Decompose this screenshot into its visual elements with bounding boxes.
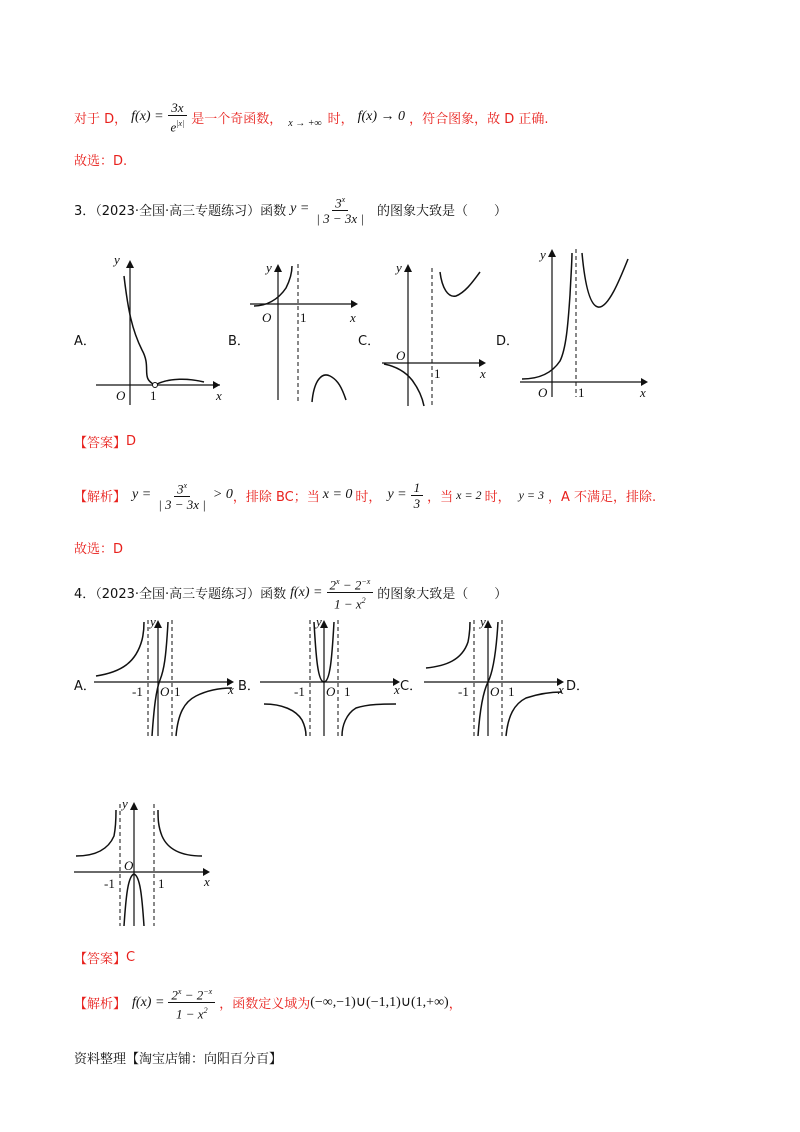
- axis-x-label: x: [216, 388, 222, 403]
- q4-option-d-label: D．: [566, 679, 590, 694]
- axis-y-label: y: [480, 614, 486, 629]
- q3-a-text1: ，排除 BC；当: [232, 489, 320, 505]
- q4-option-a-label: A．: [74, 679, 96, 694]
- prev-solution-text2: 时，: [327, 111, 354, 127]
- q3-a-x2: x = 2: [456, 487, 482, 502]
- q4-option-b-label: B．: [238, 679, 260, 694]
- q3-graph-c: [380, 258, 500, 408]
- q3-analysis-line: [74, 478, 656, 512]
- q4-graph-b: [258, 614, 408, 738]
- tick-label-neg1: -1: [104, 876, 115, 891]
- q4-formula-lhs: f(x) =: [290, 584, 323, 600]
- q4-answer-label: 【答案】: [74, 952, 127, 967]
- axis-x-label: x: [558, 682, 564, 697]
- q4-a-formula-fraction: $\frac{2^x - 2^{-x}}{1 - x^2}$: [168, 984, 215, 1022]
- axis-y-label: y: [540, 247, 546, 262]
- origin-label: O: [116, 388, 126, 403]
- origin-label: O: [538, 385, 548, 400]
- q3-formula-fraction: $\frac{3^x}{| 3 - 3x |}$: [313, 192, 367, 226]
- q4-a-end: ，: [448, 997, 462, 1013]
- q4-a-text1: ，函数定义域为: [219, 997, 311, 1013]
- q3-a-text3: ，当: [427, 489, 454, 505]
- tick-label-1: 1: [434, 366, 441, 381]
- q3-analysis-label: 【解析】: [74, 489, 127, 505]
- q3-option-a-label: A．: [74, 334, 96, 349]
- prev-solution-text3: ，符合图象，故 D 正确.: [409, 111, 549, 127]
- q4-option-c-label: C．: [400, 679, 423, 694]
- tick-label-neg1: -1: [294, 684, 305, 699]
- prev-choice: 故选：D.: [74, 154, 128, 169]
- axis-y-label: y: [266, 260, 272, 275]
- tick-label-1: 1: [344, 684, 351, 699]
- prev-formula-lhs: f(x) =: [131, 109, 164, 125]
- q3-answer-line: [74, 432, 136, 451]
- tick-label-1: 1: [150, 388, 157, 403]
- q4-a-domain: (−∞,−1)∪(−1,1)∪(1,+∞): [310, 995, 449, 1011]
- prev-limit: x → +∞: [288, 117, 322, 129]
- axis-y-label: y: [316, 614, 322, 629]
- q3-a-y: y =: [387, 487, 407, 503]
- axis-x-label: x: [480, 366, 486, 381]
- origin-label: O: [396, 348, 406, 363]
- q3-stem: [74, 192, 507, 226]
- axis-x-label: x: [640, 385, 646, 400]
- q4-answer-value: C: [126, 950, 136, 965]
- tick-label-1: 1: [578, 385, 585, 400]
- tick-label-1: 1: [158, 876, 165, 891]
- q4-a-formula-lhs: f(x) =: [132, 994, 165, 1010]
- q3-option-c-label: C．: [358, 334, 381, 349]
- q3-graph-a: [92, 250, 232, 410]
- origin-label: O: [124, 858, 134, 873]
- prev-formula-fraction: $\frac{3x}{e^{|x|}}$: [168, 100, 188, 134]
- q3-a-text2: 时，: [355, 489, 382, 505]
- axis-x-label: x: [204, 874, 210, 889]
- origin-label: O: [262, 310, 272, 325]
- tick-label-neg1: -1: [132, 684, 143, 699]
- axis-y-label: y: [396, 260, 402, 275]
- footer-text: 资料整理【淘宝店铺：向阳百分百】: [74, 1052, 283, 1067]
- q3-choice: 故选：D: [74, 542, 124, 557]
- q3-a-gt: > 0: [212, 487, 233, 503]
- tick-label-neg1: -1: [458, 684, 469, 699]
- axis-y-label: y: [150, 614, 156, 629]
- tick-label-1: 1: [174, 684, 181, 699]
- q4-answer-line: [74, 948, 135, 967]
- q3-option-d-label: D．: [496, 334, 520, 349]
- axis-x-label: x: [228, 682, 234, 697]
- q3-stem-suffix: 的图象大致是（ ）: [377, 203, 508, 219]
- q3-a-text4: 时，: [484, 489, 511, 505]
- axis-y-label: y: [114, 252, 120, 267]
- q3-a-x0: x = 0: [322, 487, 353, 503]
- q4-analysis-line: [74, 984, 462, 1022]
- q3-a-y-fraction: $\frac{1}{3}$: [411, 480, 424, 511]
- prev-solution-line: [74, 100, 548, 134]
- origin-label: O: [326, 684, 336, 699]
- axis-y-label: y: [122, 796, 128, 811]
- q4-formula-fraction: $\frac{2^x - 2^{-x}}{1 - x^2}$: [327, 574, 374, 612]
- prev-solution-text1: 是一个奇函数，: [191, 111, 283, 127]
- axis-x-label: x: [350, 310, 356, 325]
- origin-label: O: [160, 684, 170, 699]
- tick-label-1: 1: [300, 310, 307, 325]
- q3-a-formula-fraction: $\frac{3^x}{| 3 - 3x |}$: [155, 478, 209, 512]
- q3-stem-prefix: 3．（2023·全国·高三专题练习）函数: [74, 203, 287, 219]
- prev-solution-prefix: 对于 D，: [74, 111, 128, 127]
- axis-x-label: x: [394, 682, 400, 697]
- q3-a-text5: ，A 不满足，排除.: [548, 489, 657, 505]
- q3-option-b-label: B．: [228, 334, 250, 349]
- q3-a-formula-lhs: y =: [132, 487, 152, 503]
- q3-a-y3: y = 3: [518, 487, 545, 502]
- origin-label: O: [490, 684, 500, 699]
- q3-answer-value: D: [126, 434, 137, 449]
- q4-graph-c: [422, 614, 572, 738]
- q4-stem-prefix: 4．（2023·全国·高三专题练习）函数: [74, 587, 287, 603]
- q3-graph-b: [246, 260, 366, 410]
- q3-formula-lhs: y =: [290, 201, 310, 217]
- q4-stem-suffix: 的图象大致是（ ）: [377, 587, 508, 603]
- q4-graph-d: [72, 796, 222, 930]
- prev-limit2: f(x) → 0: [357, 109, 406, 125]
- q3-answer-label: 【答案】: [74, 436, 127, 451]
- q4-analysis-label: 【解析】: [74, 997, 127, 1013]
- q4-stem: [74, 574, 507, 612]
- q4-graph-a: [92, 614, 242, 738]
- tick-label-1: 1: [508, 684, 515, 699]
- q3-graph-d: [516, 245, 656, 410]
